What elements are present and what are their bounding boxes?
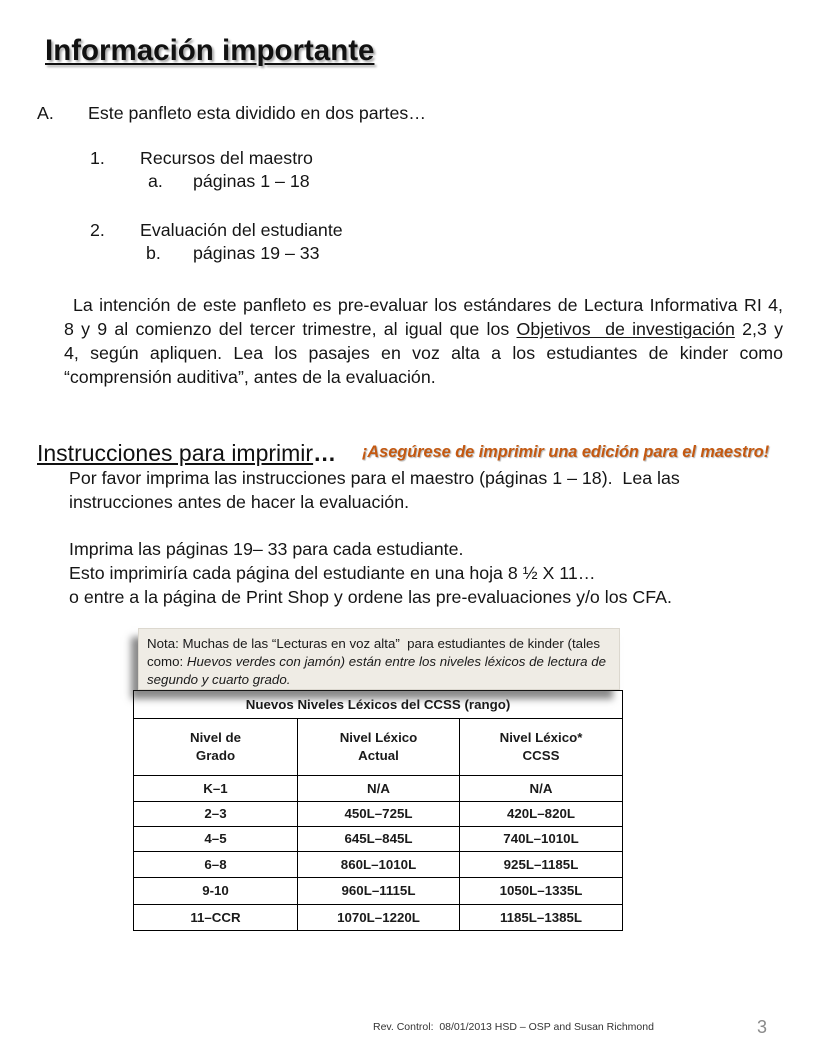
part-2-text: Evaluación del estudiante — [140, 220, 343, 240]
cell-ccss-lexile: 740L–1010L — [460, 827, 623, 852]
header-grade-level-line-1: Nivel de — [190, 730, 241, 745]
cell-ccss-lexile: 925L–1185L — [460, 852, 623, 878]
cell-grade: 2–3 — [134, 802, 298, 827]
cell-grade: 9-10 — [134, 878, 298, 905]
table-row — [134, 852, 623, 878]
intro-line-1-text: La intención de este panfleto es pre-evaluar los estándares de Lectura Informativa RI 4, — [73, 295, 783, 315]
cell-current-lexile: 450L–725L — [298, 802, 460, 827]
header-current-lexile-line-1: Nivel Léxico — [339, 730, 418, 745]
table-row — [134, 878, 623, 905]
print-instructions-heading — [37, 439, 336, 467]
intro-line-2-start: 8 y 9 al comienzo del tercer trimestre, al igual que los — [64, 319, 510, 339]
page-number: 3 — [757, 1017, 768, 1037]
print-warning: ¡Asegúrese de imprimir una edición para el maestro! — [362, 443, 770, 461]
page-title: Información importante — [45, 34, 375, 67]
intro-line-1 — [64, 293, 783, 317]
intro-line-3 — [64, 341, 783, 365]
print-line-5: o entre a la página de Print Shop y ordene las pre-evaluaciones y/o los CFA. — [69, 587, 672, 607]
table-header-row — [134, 719, 623, 776]
cell-grade: 4–5 — [134, 827, 298, 852]
research-objectives-term: Objetivos de investigación — [516, 319, 735, 339]
table-row — [134, 827, 623, 852]
header-current-lexile — [298, 719, 460, 776]
part-2-sub-marker: b. — [146, 243, 161, 263]
intro-line-2 — [64, 317, 783, 341]
note-line-1: Nota: Muchas de las “Lecturas en voz alta” para estudiantes de kinder (tales — [147, 636, 601, 651]
note-como-label: como: — [147, 654, 184, 669]
note-example-text: Huevos verdes con jamón) están entre los niveles léxicos de lectura de — [186, 654, 606, 669]
part-2-sub-text: páginas 19 – 33 — [193, 243, 320, 263]
header-grade-level — [134, 719, 298, 776]
intro-line-3-text: 4, según apliquen. Lea los pasajes en voz alta a los estudiantes de kinder como — [64, 343, 783, 363]
table-title: Nuevos Niveles Léxicos del CCSS (rango) — [134, 691, 623, 719]
lexile-levels-table — [133, 690, 623, 931]
table-row — [134, 905, 623, 931]
print-heading-text: Instrucciones para imprimir — [37, 440, 314, 466]
part-1-marker: 1. — [90, 148, 105, 168]
cell-current-lexile: 1070L–1220L — [298, 905, 460, 931]
cell-grade: K–1 — [134, 776, 298, 802]
intro-line-2-end: 2,3 y — [742, 319, 783, 339]
cell-current-lexile: 960L–1115L — [298, 878, 460, 905]
note-line-3: segundo y cuarto grado. — [147, 672, 291, 687]
print-line-3: Imprima las páginas 19– 33 para cada estudiante. — [69, 539, 464, 559]
print-line-4: Esto imprimiría cada página del estudiante en una hoja 8 ½ X 11… — [69, 563, 596, 583]
table-row — [134, 776, 623, 802]
table-row — [134, 802, 623, 827]
intro-paragraph — [64, 293, 783, 389]
header-grade-level-line-2: Grado — [195, 748, 236, 763]
cell-current-lexile: 645L–845L — [298, 827, 460, 852]
header-ccss-lexile — [460, 719, 623, 776]
section-a-marker: A. — [37, 103, 54, 123]
header-current-lexile-line-2: Actual — [358, 748, 399, 763]
revision-footer: Rev. Control: 08/01/2013 HSD – OSP and Susan Richmond — [373, 1021, 654, 1033]
part-1-sub-marker: a. — [148, 171, 163, 191]
header-ccss-lexile-line-2: CCSS — [522, 748, 560, 763]
part-1-text: Recursos del maestro — [140, 148, 313, 168]
cell-grade: 11–CCR — [134, 905, 298, 931]
cell-ccss-lexile: 420L–820L — [460, 802, 623, 827]
print-heading-ellipsis: … — [313, 440, 337, 466]
part-1-sub-text: páginas 1 – 18 — [193, 171, 310, 191]
cell-grade: 6–8 — [134, 852, 298, 878]
cell-ccss-lexile: 1050L–1335L — [460, 878, 623, 905]
part-2-marker: 2. — [90, 220, 105, 240]
cell-current-lexile: 860L–1010L — [298, 852, 460, 878]
cell-current-lexile: N/A — [298, 776, 460, 802]
print-line-1: Por favor imprima las instrucciones para el maestro (páginas 1 – 18). Lea las — [69, 468, 680, 488]
intro-line-4 — [64, 365, 783, 389]
note-box — [138, 628, 620, 690]
print-line-2: instrucciones antes de hacer la evaluación. — [69, 492, 410, 512]
cell-ccss-lexile: 1185L–1385L — [460, 905, 623, 931]
table-title-row — [134, 691, 623, 719]
note-line-2 — [147, 653, 619, 671]
header-ccss-lexile-line-1: Nivel Léxico* — [499, 730, 583, 745]
intro-line-4-text: “comprensión auditiva”, antes de la evaluación. — [64, 367, 436, 387]
section-a-text: Este panfleto esta dividido en dos partes… — [88, 103, 427, 123]
cell-ccss-lexile: N/A — [460, 776, 623, 802]
